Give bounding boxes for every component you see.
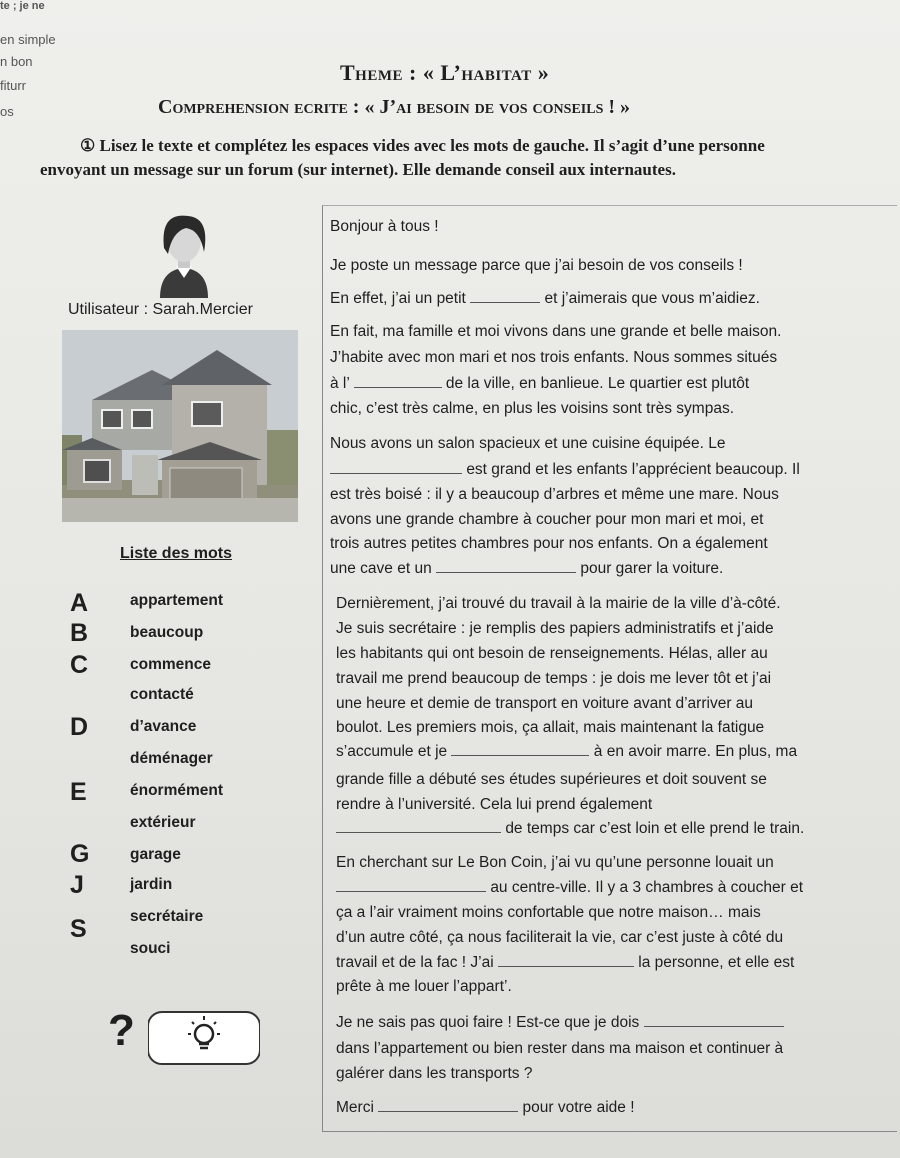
bleed-text: en simple: [0, 32, 56, 47]
message-line: avons une grande chambre à coucher pour mon mari et moi, et: [330, 511, 764, 528]
theme-title: Theme : « L’habitat »: [340, 60, 550, 85]
message-text: Merci: [336, 1099, 374, 1116]
bleed-text: fiturr: [0, 78, 26, 93]
message-line: [336, 1099, 635, 1117]
message-text: En effet, j’ai un petit: [330, 290, 466, 307]
message-text: s’accumule et je: [336, 743, 448, 760]
message-line: En cherchant sur Le Bon Coin, j’ai vu qu’une personne louait un: [336, 854, 774, 871]
word-list-item: garage: [130, 846, 181, 863]
message-line: trois autres petites chambres pour nos enfants. On a également: [330, 535, 768, 552]
instruction: [40, 134, 890, 182]
message-text: à en avoir marre. En plus, ma: [593, 743, 798, 760]
word-list-item: beaucoup: [130, 624, 204, 641]
message-text: est grand et les enfants l’apprécient beaucoup. Il: [466, 461, 800, 478]
message-line: une heure et demie de transport en voiture avant d’arriver au: [336, 695, 754, 712]
message-line: [330, 461, 800, 479]
instruction-number: ①: [80, 136, 96, 155]
message-text: et j’aimerais que vous m’aidiez.: [544, 290, 760, 307]
message-line: d’un autre côté, ça nous faciliterait la vie, car c’est juste à côté du: [336, 929, 784, 946]
message-line: [336, 879, 803, 897]
message-line: Je poste un message parce que j’ai besoin de vos conseils !: [330, 257, 743, 274]
message-line: grande fille a débuté ses études supérieures et doit souvent se: [336, 771, 767, 788]
message-line: [336, 1014, 784, 1032]
message-text: à l’: [330, 375, 350, 392]
message-line: travail me prend beaucoup de temps : je dois me lever tôt et j’ai: [336, 670, 772, 687]
blank-field[interactable]: [644, 1026, 784, 1027]
message-line: [330, 375, 749, 393]
message-text: Je ne sais pas quoi faire ! Est-ce que je dois: [336, 1014, 640, 1031]
message-text: pour votre aide !: [522, 1099, 635, 1116]
message-text: de la ville, en banlieue. Le quartier est plutôt: [445, 375, 750, 392]
user-avatar-icon: [138, 208, 230, 298]
message-text: travail et de la fac ! J’ai: [336, 954, 494, 971]
word-list-item: souci: [130, 940, 171, 957]
house-photo: [62, 330, 298, 522]
word-list-letter: B: [70, 619, 89, 647]
message-line: J’habite avec mon mari et nos trois enfants. Nous sommes situés: [330, 349, 778, 366]
word-list-item: extérieur: [130, 814, 196, 831]
word-list-item: commence: [130, 656, 211, 673]
message-line: ça a l’air vraiment moins confortable que notre maison… mais: [336, 904, 761, 921]
word-list-letter: S: [70, 915, 87, 943]
blank-field[interactable]: [436, 572, 576, 573]
message-text: la personne, et elle est: [638, 954, 795, 971]
word-list-item: jardin: [130, 876, 173, 893]
message-line: [336, 954, 794, 972]
word-list-item: déménager: [130, 750, 213, 767]
bleed-text: n bon: [0, 54, 33, 69]
message-line: dans l’appartement ou bien rester dans ma maison et continuer à: [336, 1040, 784, 1057]
message-line: prête à me louer l’appart’.: [336, 978, 512, 995]
blank-field[interactable]: [470, 302, 540, 303]
word-list-letter: J: [70, 871, 84, 899]
message-text: de temps car c’est loin et elle prend le train.: [505, 820, 805, 837]
message-line: En fait, ma famille et moi vivons dans une grande et belle maison.: [330, 323, 782, 340]
word-list-item: d’avance: [130, 718, 197, 735]
message-line: boulot. Les premiers mois, ça allait, mais maintenant la fatigue: [336, 719, 765, 736]
message-line: Dernièrement, j’ai trouvé du travail à la mairie de la ville d’à-côté.: [336, 595, 781, 612]
word-list-item: contacté: [130, 686, 194, 703]
blank-field[interactable]: [498, 966, 634, 967]
blank-field[interactable]: [330, 473, 462, 474]
message-text: une cave et un: [330, 560, 432, 577]
blank-field[interactable]: [336, 891, 486, 892]
message-line: rendre à l’université. Cela lui prend également: [336, 796, 653, 813]
lightbulb-icon: [148, 1010, 260, 1068]
word-list-letter: G: [70, 840, 90, 868]
message-line: Nous avons un salon spacieux et une cuisine équipée. Le: [330, 435, 726, 452]
instruction-line: Lisez le texte et complétez les espaces vides avec les mots de gauche. Il s’agit d’une personne: [99, 136, 765, 155]
message-line: Bonjour à tous !: [330, 218, 439, 235]
message-line: les habitants qui ont besoin de renseignements. Hélas, aller au: [336, 645, 768, 662]
message-text: au centre-ville. Il y a 3 chambres à coucher et: [490, 879, 804, 896]
question-mark-icon: ?: [108, 1006, 135, 1055]
username-label: Utilisateur : Sarah.Mercier: [68, 301, 253, 318]
word-list-letter: D: [70, 713, 89, 741]
word-list-title: Liste des mots: [120, 545, 233, 562]
instruction-line: envoyant un message sur un forum (sur internet). Elle demande conseil aux internautes.: [40, 160, 676, 179]
message-line: est très boisé : il y a beaucoup d’arbres et même une mare. Nous: [330, 486, 779, 503]
word-list-letter: E: [70, 778, 87, 806]
comprehension-title: Comprehension ecrite : « J’ai besoin de vos conseils ! »: [158, 96, 631, 118]
bleed-text: te ; je ne: [0, 0, 45, 12]
blank-field[interactable]: [378, 1111, 518, 1112]
blank-field[interactable]: [354, 387, 442, 388]
word-list-letter: A: [70, 589, 89, 617]
message-line: [336, 820, 804, 838]
message-line: [336, 743, 797, 761]
message-line: Je suis secrétaire : je remplis des papiers administratifs et j’aide: [336, 620, 774, 637]
word-list-item: secrétaire: [130, 908, 204, 925]
message-line: galérer dans les transports ?: [336, 1065, 533, 1082]
word-list-item: appartement: [130, 592, 224, 609]
bleed-text: os: [0, 104, 14, 119]
blank-field[interactable]: [451, 755, 589, 756]
message-text: pour garer la voiture.: [580, 560, 724, 577]
message-line: [330, 290, 760, 308]
word-list-item: énormément: [130, 782, 224, 799]
blank-field[interactable]: [336, 832, 501, 833]
message-line: chic, c’est très calme, en plus les voisins sont très sympas.: [330, 400, 735, 417]
word-list-letter: C: [70, 651, 89, 679]
message-line: [330, 560, 723, 578]
